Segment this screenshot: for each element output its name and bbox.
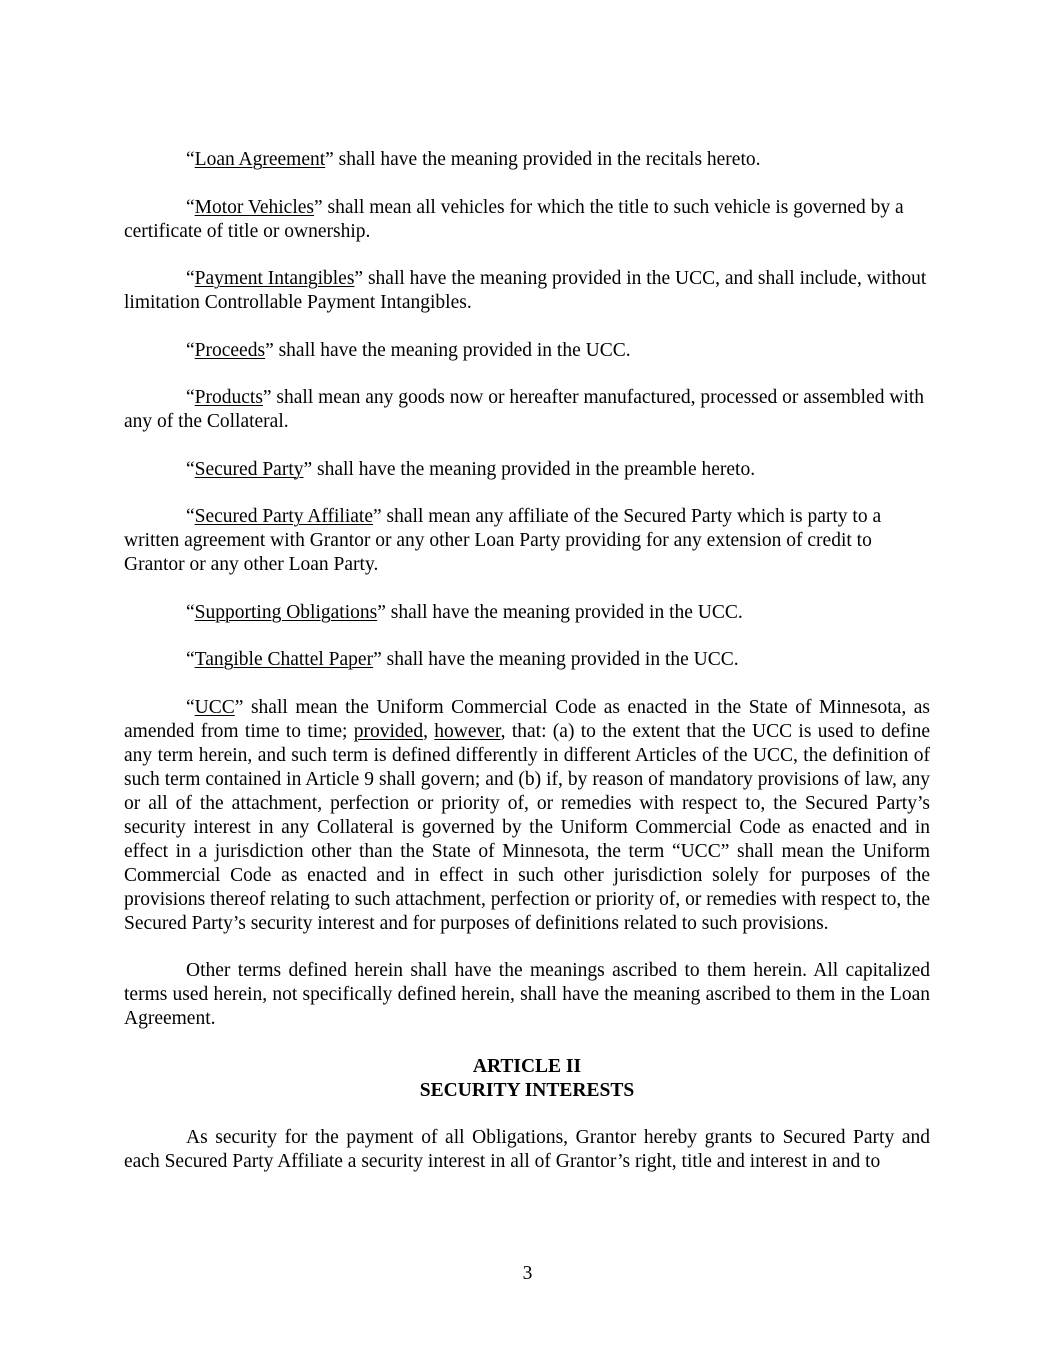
provided-word: provided (353, 720, 424, 742)
definition-text: ” shall have the meaning provided in the UCC. (373, 649, 739, 670)
defined-term: Payment Intangibles (194, 268, 355, 289)
page-number: 3 (522, 1263, 533, 1284)
other-terms-paragraph: Other terms defined herein shall have the meanings ascribed to them herein. All capitalized terms used herein, not specifically defined herein, shall have the meaning ascribed to them in the Loan Agreement. (124, 960, 930, 1029)
defined-term: Supporting Obligations (194, 601, 378, 623)
definition-text: ” shall mean the Uniform Commercial Code as enacted in the State of Minnesota, as amended from time to time; (124, 696, 930, 742)
definition-ucc: “UCC” shall mean the Uniform Commercial Code as enacted in the State of Minnesota, as amended from time to time; provided, however, that: (a) to the extent that the UCC is used to define any term herein, and such term is defined differently in different Articles of the UCC, the definition of such term contained in Article 9 shall govern; and (b) if, by reason of mandatory provisions of law, any or all of the attachment, perfection or priority of, or remedies with respect to, the Secured Party’s security interest in any Collateral is governed by the Uniform Commercial Code as enacted and in effect in a jurisdiction other than the State of Minnesota, the term “UCC” shall mean the Uniform Commercial Code as enacted and in effect in such other jurisdiction solely for purposes of the provisions thereof relating to such attachment, perfection or priority of, or remedies with respect to, the Secured Party’s security interest and for purposes of definitions related to such provisions. (124, 696, 930, 934)
definition-payment-intangibles: “Payment Intangibles” shall have the meaning provided in the UCC, and shall include, without limitation Controllable Payment Intangibles. (124, 268, 927, 313)
definition-motor-vehicles: “Motor Vehicles” shall mean all vehicles for which the title to such vehicle is governed by a certificate of title or ownership. (124, 196, 904, 242)
defined-term: Motor Vehicles (194, 196, 314, 218)
definition-text: ” shall have the meaning provided in the UCC. (265, 339, 631, 361)
comma: , (423, 720, 435, 742)
defined-term: Proceeds (194, 339, 266, 361)
defined-term: Loan Agreement (194, 149, 326, 170)
article-number: ARTICLE II (472, 1055, 582, 1077)
definition-text-continued: , that: (a) to the extent that the UCC is used to define any term herein, and such term is defined differently in different Articles of the UCC, the definition of such term contained in Article 9 shall govern; and (b) if, by reason of mandatory provisions of law, any or all of the attachment, perfection or priority of, or remedies with respect to, the Secured Party’s security interest in any Collateral is governed by the Uniform Commercial Code as enacted and in effect in a jurisdiction other than the State of Minnesota, the term “UCC” shall mean the Uniform Commercial Code as enacted and in effect in such other jurisdiction solely for purposes of the provisions thereof relating to such attachment, perfection or priority of, or remedies with respect to, the Secured Party’s security interest and for purposes of definitions related to such provisions. (124, 720, 930, 934)
definition-tangible-chattel-paper: “Tangible Chattel Paper” shall have the meaning provided in the UCC. (186, 649, 739, 670)
definition-secured-party-affiliate: “Secured Party Affiliate” shall mean any affiliate of the Secured Party which is party to a written agreement with Grantor or any other Loan Party providing for any extension of credit to Grantor or any other Loan Party. (124, 506, 882, 575)
defined-term: Secured Party (194, 458, 304, 480)
document-body (124, 148, 930, 1174)
article-title: SECURITY INTERESTS (419, 1079, 635, 1101)
definition-text: ” shall have the meaning provided in the preamble hereto. (303, 458, 756, 480)
article-heading (124, 1055, 930, 1103)
definition-text: ” shall mean all vehicles for which the title to such vehicle is governed by a certificate of title or ownership. (124, 196, 904, 242)
definition-proceeds: “Proceeds” shall have the meaning provided in the UCC. (186, 339, 631, 361)
defined-term: Secured Party Affiliate (194, 506, 373, 527)
security-interest-paragraph: As security for the payment of all Obligations, Grantor hereby grants to Secured Party and each Secured Party Affiliate a security interest in all of Grantor’s right, title and interest in and to (124, 1127, 930, 1172)
definition-text: ” shall mean any goods now or hereafter manufactured, processed or assembled with any of the Collateral. (124, 387, 925, 432)
definition-loan-agreement: “Loan Agreement” shall have the meaning provided in the recitals hereto. (186, 149, 761, 170)
definition-secured-party: “Secured Party” shall have the meaning provided in the preamble hereto. (186, 458, 756, 480)
defined-term: Products (194, 387, 263, 408)
definition-text: ” shall mean any affiliate of the Secured Party which is party to a written agreement with Grantor or any other Loan Party providing for any extension of credit to Grantor or any other Loan Party. (124, 506, 882, 575)
definition-supporting-obligations: “Supporting Obligations” shall have the meaning provided in the UCC. (186, 601, 743, 623)
definition-text: ” shall have the meaning provided in the recitals hereto. (325, 149, 761, 170)
definition-products: “Products” shall mean any goods now or hereafter manufactured, processed or assembled with any of the Collateral. (124, 387, 925, 432)
definition-text: ” shall have the meaning provided in the UCC, and shall include, without limitation Controllable Payment Intangibles. (124, 268, 927, 313)
defined-term: UCC (194, 696, 235, 718)
however-word: however (434, 720, 501, 742)
defined-term: Tangible Chattel Paper (194, 649, 374, 670)
definition-text: ” shall have the meaning provided in the UCC. (377, 601, 743, 623)
